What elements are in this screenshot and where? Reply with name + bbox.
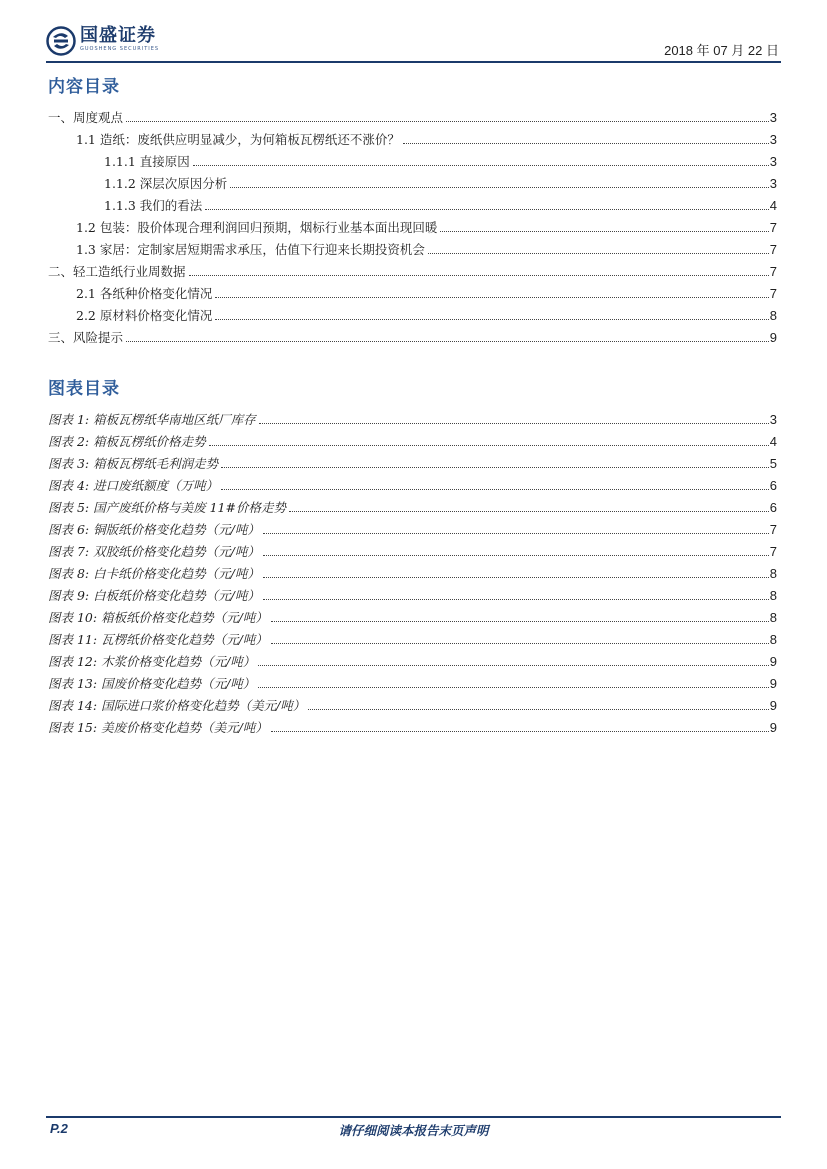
dot-leader [209,444,769,446]
page-number: P.2 [50,1121,68,1136]
toc-entry[interactable] [48,192,777,214]
report-date: 2018 年 07 月 22 日 [664,43,779,58]
entry-title: 图表 12: 木浆价格变化趋势（元/吨） [48,654,256,669]
dot-leader [259,422,769,424]
entry-page-number: 7 [769,286,777,301]
contents-title: 内容目录 [48,77,120,97]
dot-leader [221,488,769,490]
toc-entry[interactable] [48,280,777,302]
entry-page-number: 4 [769,434,777,449]
entry-title: 图表 7: 双胶纸价格变化趋势（元/吨） [48,544,260,559]
entry-page-number: 6 [769,500,777,515]
dot-leader [263,576,769,578]
dot-leader [403,142,769,144]
figure-entry[interactable] [48,516,777,538]
dot-leader [230,186,768,188]
entry-title: 1.1.2 深层次原因分析 [104,176,228,191]
dot-leader [189,274,769,276]
figure-entry[interactable] [48,538,777,560]
entry-title: 三、风险提示 [48,330,124,345]
entry-page-number: 7 [769,544,777,559]
figure-entry[interactable] [48,494,777,516]
entry-page-number: 7 [769,242,777,257]
figure-entry[interactable] [48,406,777,428]
entry-page-number: 9 [769,654,777,669]
figure-entry[interactable] [48,560,777,582]
figure-entry[interactable] [48,692,777,714]
toc-entry[interactable] [48,324,777,346]
dot-leader [126,340,769,342]
figure-entry[interactable] [48,670,777,692]
entry-title: 图表 3: 箱板瓦楞纸毛利润走势 [48,456,219,471]
entry-title: 图表 9: 白板纸价格变化趋势（元/吨） [48,588,260,603]
figures-title: 图表目录 [48,379,120,399]
dot-leader [263,554,769,556]
entry-title: 图表 13: 国废价格变化趋势（元/吨） [48,676,256,691]
logo-english-name: GUOSHENG SECURITIES [80,46,160,52]
dot-leader [271,642,769,644]
entry-page-number: 7 [769,220,777,235]
entry-title: 图表 5: 国产废纸价格与美废 11#价格走势 [48,500,286,515]
disclaimer-note: 请仔细阅读本报告末页声明 [338,1123,489,1138]
entry-page-number: 6 [769,478,777,493]
dot-leader [221,466,769,468]
entry-page-number: 5 [769,456,777,471]
toc-entry[interactable] [48,258,777,280]
entry-page-number: 9 [769,676,777,691]
entry-title: 图表 8: 白卡纸价格变化趋势（元/吨） [48,566,260,581]
entry-page-number: 3 [769,412,777,427]
dot-leader [205,208,768,210]
figure-entry[interactable] [48,472,777,494]
entry-title: 图表 11: 瓦楞纸价格变化趋势（元/吨） [48,632,268,647]
entry-page-number: 8 [769,588,777,603]
entry-page-number: 4 [769,198,777,213]
figure-entry[interactable] [48,582,777,604]
entry-title: 1.1 造纸：废纸供应明显减少，为何箱板瓦楞纸还不涨价？ [76,132,400,147]
entry-title: 二、轻工造纸行业周数据 [48,264,186,279]
entry-title: 图表 15: 美废价格变化趋势（美元/吨） [48,720,268,735]
dot-leader [308,708,768,710]
entry-page-number: 3 [769,110,777,125]
dot-leader [215,318,768,320]
entry-title: 2.2 原材料价格变化情况 [76,308,213,323]
dot-leader [428,252,769,254]
entry-title: 2.1 各纸种价格变化情况 [76,286,213,301]
figure-entry[interactable] [48,648,777,670]
figure-entry[interactable] [48,714,777,736]
entry-page-number: 3 [769,176,777,191]
entry-title: 图表 10: 箱板纸价格变化趋势（元/吨） [48,610,268,625]
toc-entry[interactable] [48,236,777,258]
entry-title: 1.3 家居：定制家居短期需求承压，估值下行迎来长期投资机会 [76,242,425,257]
toc-entry[interactable] [48,104,777,126]
toc-entry[interactable] [48,214,777,236]
entry-title: 一、周度观点 [48,110,124,125]
entry-page-number: 7 [769,264,777,279]
dot-leader [271,730,769,732]
entry-title: 图表 1: 箱板瓦楞纸华南地区纸厂库存 [48,412,256,427]
entry-title: 图表 2: 箱板瓦楞纸价格走势 [48,434,206,449]
figures-list [48,406,777,736]
entry-page-number: 9 [769,698,777,713]
company-logo [46,26,159,60]
footer-divider [46,1116,781,1118]
dot-leader [289,510,769,512]
toc-entry[interactable] [48,170,777,192]
entry-title: 1.1.3 我们的看法 [104,198,203,213]
header-divider [46,61,781,63]
toc-entry[interactable] [48,126,777,148]
dot-leader [258,664,768,666]
entry-page-number: 7 [769,522,777,537]
figure-entry[interactable] [48,450,777,472]
guosheng-logo-icon [46,26,76,56]
toc-entry[interactable] [48,302,777,324]
entry-title: 图表 6: 铜版纸价格变化趋势（元/吨） [48,522,260,537]
dot-leader [271,620,769,622]
entry-title: 图表 4: 进口废纸额度（万吨） [48,478,219,493]
entry-page-number: 8 [769,632,777,647]
dot-leader [440,230,768,232]
entry-page-number: 8 [769,308,777,323]
entry-title: 图表 14: 国际进口浆价格变化趋势（美元/吨） [48,698,306,713]
entry-title: 1.2 包装：股价体现合理利润回归预期，烟标行业基本面出现回暖 [76,220,438,235]
dot-leader [263,598,769,600]
entry-page-number: 9 [769,330,777,345]
figure-entry[interactable] [48,604,777,626]
entry-page-number: 9 [769,720,777,735]
dot-leader [126,120,769,122]
logo-chinese-name: 国盛证券 [80,25,156,46]
entry-title: 1.1.1 直接原因 [104,154,190,169]
dot-leader [193,164,769,166]
entry-page-number: 3 [769,132,777,147]
figure-entry[interactable] [48,626,777,648]
page-header [46,20,781,64]
entry-page-number: 3 [769,154,777,169]
entry-page-number: 8 [769,566,777,581]
toc-entry[interactable] [48,148,777,170]
dot-leader [258,686,768,688]
entry-page-number: 8 [769,610,777,625]
figure-entry[interactable] [48,428,777,450]
dot-leader [215,296,768,298]
dot-leader [263,532,769,534]
contents-list [48,104,777,346]
